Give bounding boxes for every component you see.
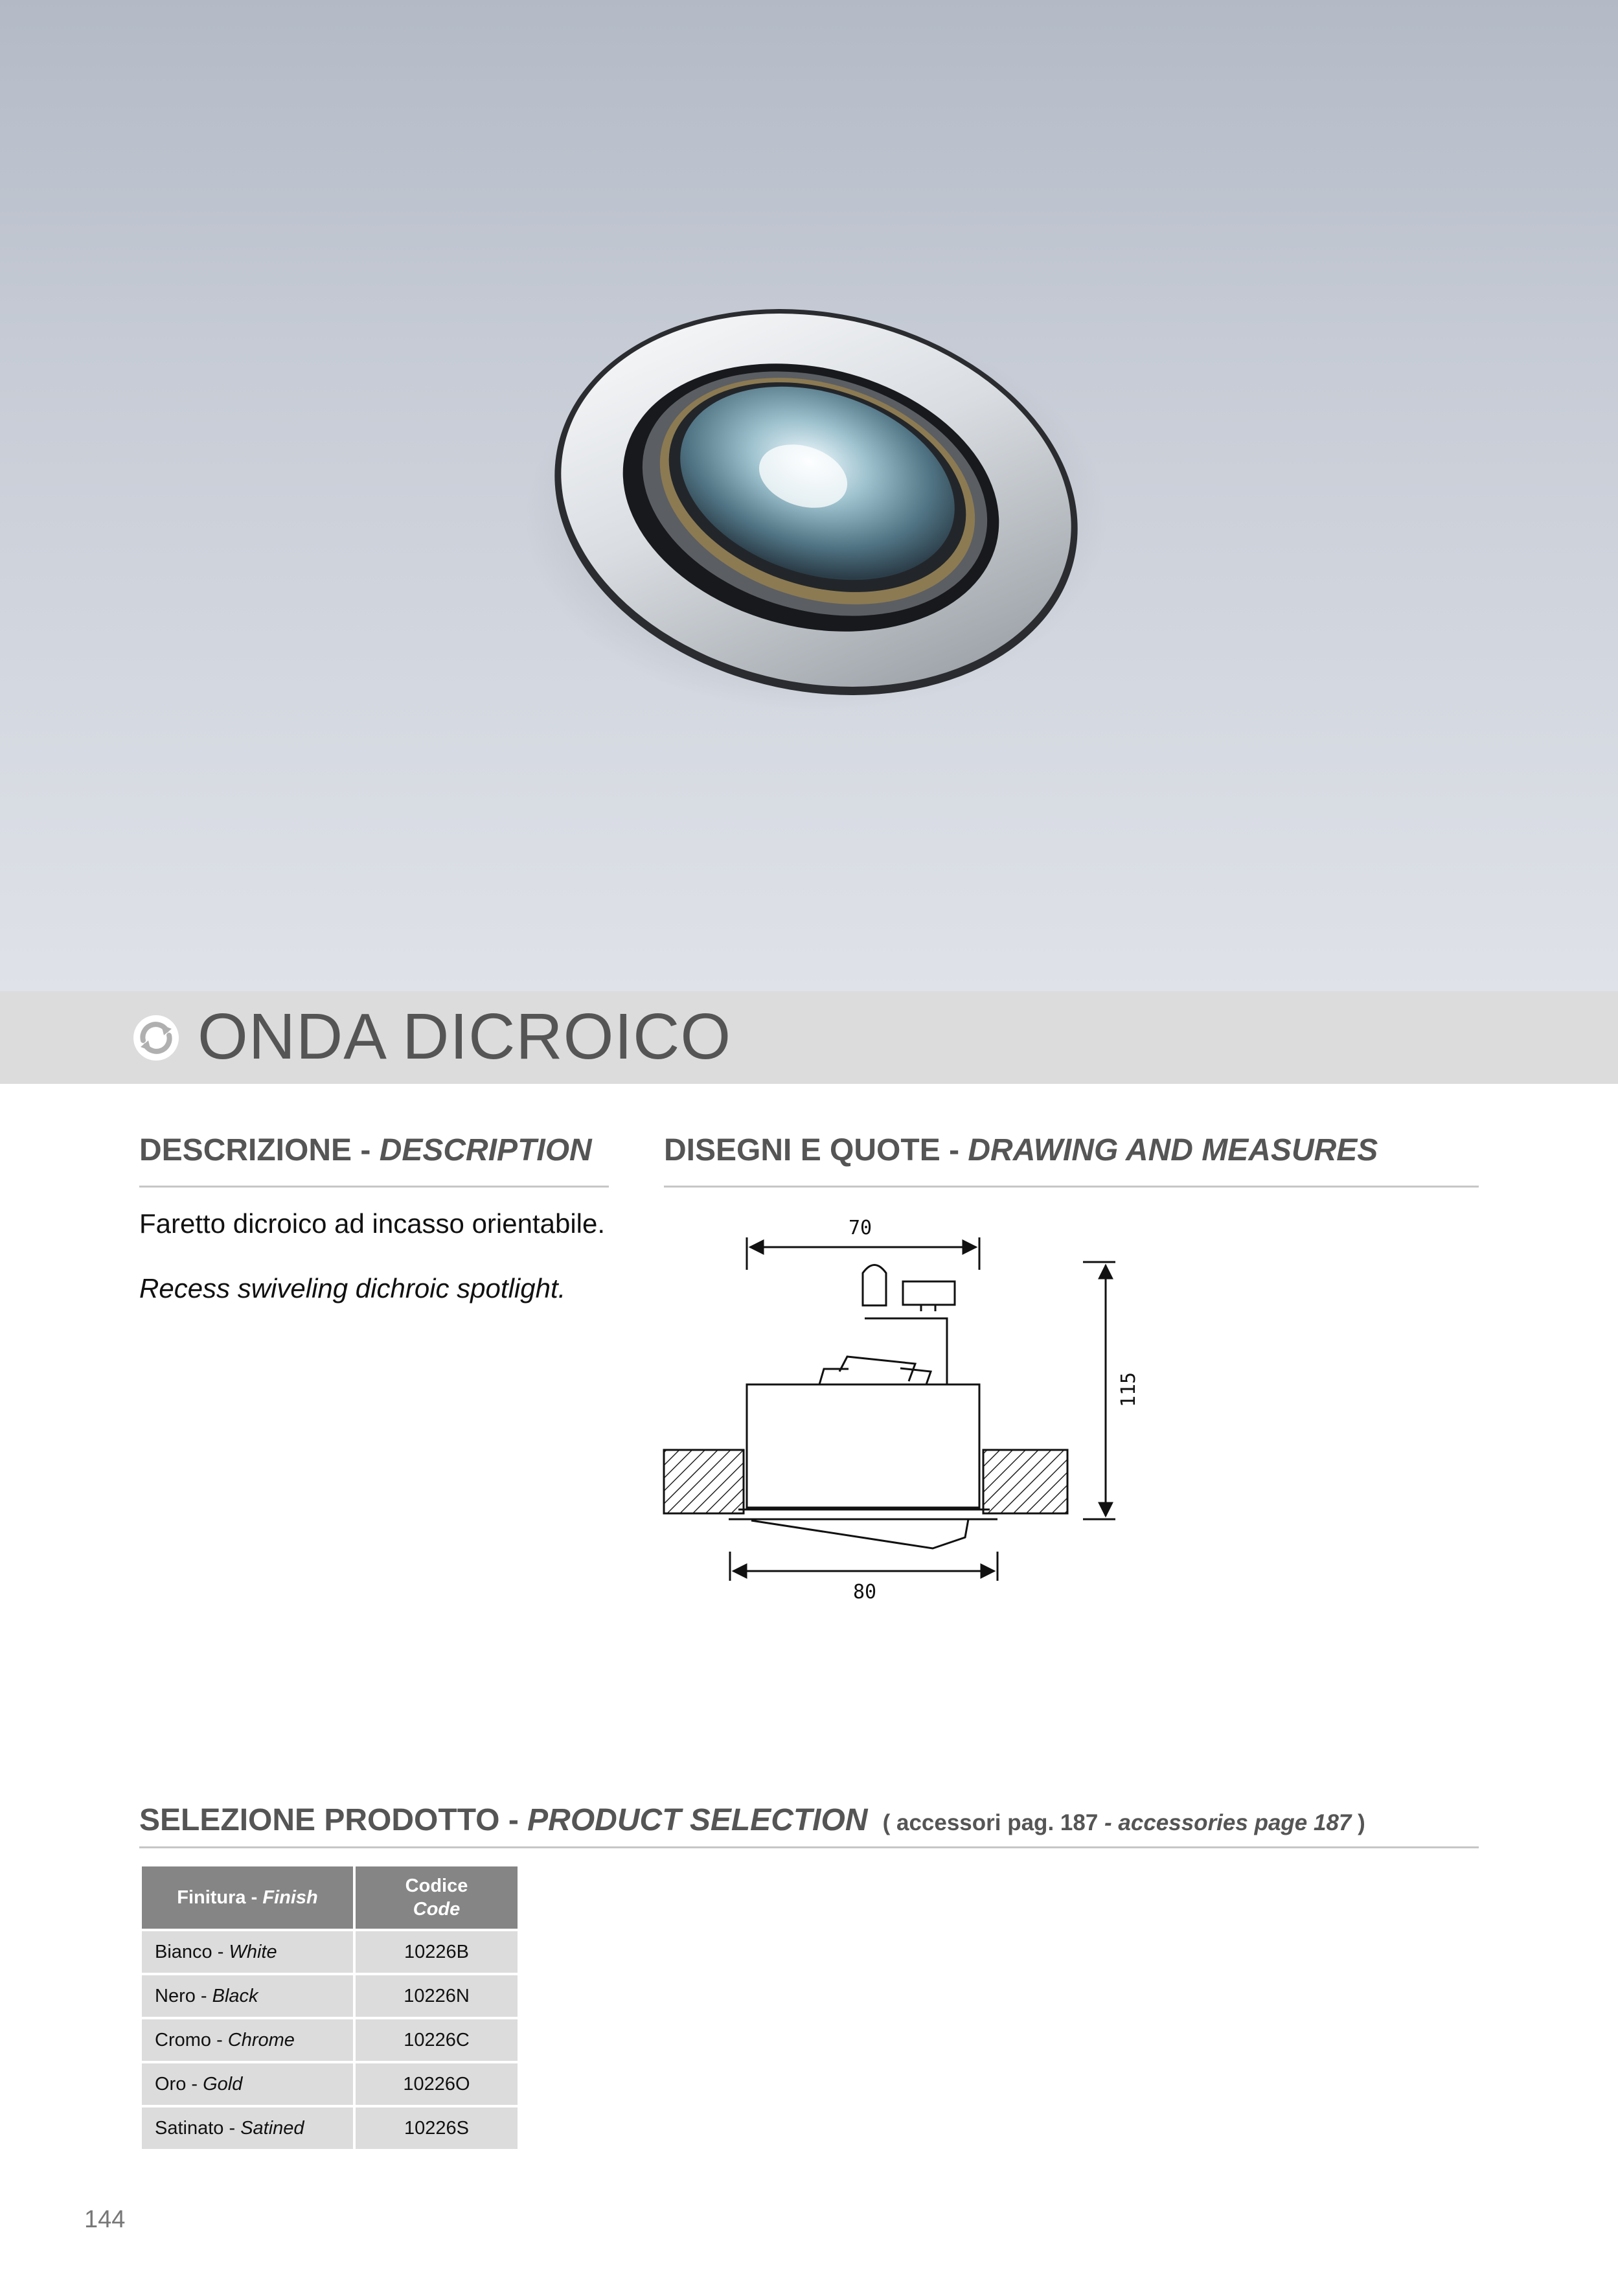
- description-text-en: Recess swiveling dichroic spotlight.: [139, 1273, 566, 1303]
- accessories-note: ( accessori pag. 187 - accessories page 187 ): [882, 1810, 1365, 1835]
- drawing-heading: [664, 1132, 1378, 1168]
- ceiling-left: [664, 1450, 744, 1513]
- col-finish-header: Finitura - Finish: [142, 1866, 353, 1929]
- code-cell: 10226S: [356, 2107, 518, 2149]
- finish-cell: Cromo - Chrome: [142, 2019, 353, 2061]
- selection-heading-en: PRODUCT SELECTION: [527, 1803, 868, 1837]
- table-row: [142, 2063, 518, 2105]
- drawing-heading-en: DRAWING AND MEASURES: [968, 1133, 1378, 1167]
- table-row: [142, 1975, 518, 2017]
- table-row: [142, 2019, 518, 2061]
- table-row: [142, 1931, 518, 1973]
- code-cell: 10226B: [356, 1931, 518, 1973]
- drawing-heading-it: DISEGNI E QUOTE -: [664, 1133, 968, 1167]
- finish-cell: Satinato - Satined: [142, 2107, 353, 2149]
- selection-rule: [139, 1846, 1479, 1848]
- description-heading-it: DESCRIZIONE -: [139, 1133, 380, 1167]
- code-cell: 10226N: [356, 1975, 518, 2017]
- product-title: ONDA DICROICO: [198, 1000, 732, 1073]
- dim-height-label: 115: [1117, 1372, 1140, 1408]
- dim-top-label: 70: [848, 1217, 872, 1239]
- dim-bottom-label: 80: [852, 1581, 877, 1603]
- selection-heading-it: SELEZIONE PRODOTTO -: [139, 1803, 528, 1837]
- technical-drawing: [654, 1205, 1172, 1620]
- table-header-row: [142, 1866, 518, 1929]
- page-number: 144: [84, 2206, 126, 2233]
- code-cell: 10226C: [356, 2019, 518, 2061]
- code-cell: 10226O: [356, 2063, 518, 2105]
- swivel-icon: [133, 1015, 179, 1061]
- finish-cell: Oro - Gold: [142, 2063, 353, 2105]
- finish-cell: Nero - Black: [142, 1975, 353, 2017]
- description-heading: [139, 1132, 592, 1168]
- selection-heading: [139, 1802, 1365, 1838]
- product-table: [139, 1864, 520, 2152]
- description-rule: [139, 1186, 609, 1188]
- product-photo: [0, 0, 1618, 991]
- table-row: [142, 2107, 518, 2149]
- spotlight-illustration: [0, 0, 1618, 991]
- ceiling-right: [983, 1450, 1067, 1513]
- description-heading-en: DESCRIPTION: [379, 1133, 592, 1167]
- finish-cell: Bianco - White: [142, 1931, 353, 1973]
- col-code-header: Codice Code: [356, 1866, 518, 1929]
- drawing-rule: [664, 1186, 1479, 1188]
- description-text-it: Faretto dicroico ad incasso orientabile.: [139, 1208, 606, 1239]
